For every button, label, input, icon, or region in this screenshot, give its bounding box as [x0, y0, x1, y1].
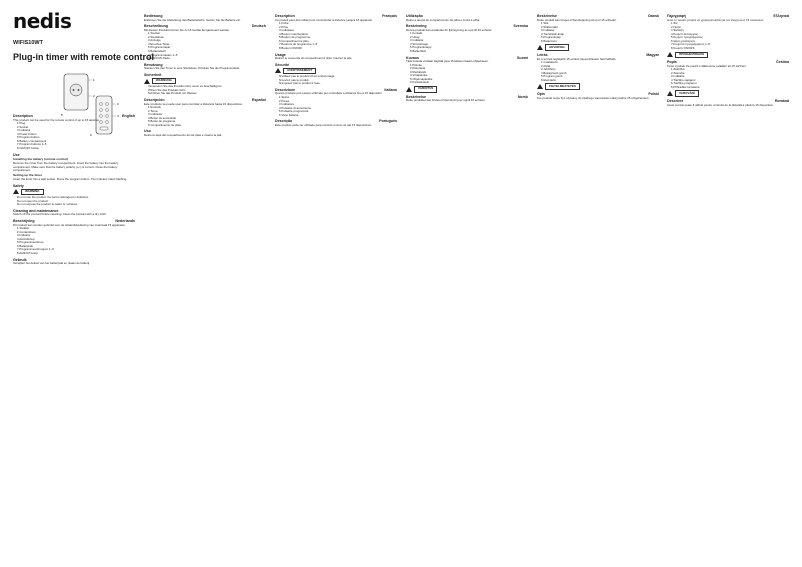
warning-triangle-icon [275, 68, 281, 73]
text-description-da: Dette produkt kan bruges til fjernbetjening af op til 15 enheder. [537, 17, 617, 22]
section-heading-description-ro: Descriere Română [667, 99, 789, 104]
text-description-it: Questo prodotto può essere utilizzato per controllare a distanza fino a 15 dispositivi. [275, 91, 383, 96]
column-1 [13, 112, 135, 560]
text-description-pl: Ten produkt może być używany do zdalnego sterowania maksymalnie 15 urządzeniami. [537, 95, 650, 100]
text-battery-en: Remove the cover from the battery compartment. Insert the battery into the battery compartment. Make sure that the battery polarity (+/-) is correct. Close the battery compartment. [13, 161, 119, 173]
parts-list-da: • 1 Stik • 2 Stikkontakt • 3 Indikator • 4 Tænd/sluk-knap • 5 Programknap • 6 Batterirum [537, 22, 659, 43]
section-heading-description-pt: Descrição Português [275, 119, 397, 124]
parts-list-el: • 1 Φις • 2 Πρίζα • 3 Ένδειξη • 4 Κουμπί λειτουργίας • 5 Κουμπί προγράμματος • 6 Θήκη μπαταριών • 7 Κουμπιά προγράμματος 1–5 • 8 Κουμπί ON/OFF [667, 22, 789, 50]
section-heading-safety-en: Safety [13, 183, 24, 188]
safety-list-de: • Verwenden Sie das Produkt nicht, wenn es beschädigt ist. • Öffnen Sie das Produkt nicht. • Schützen Sie das Produkt vor Wasser. [144, 85, 266, 96]
warning-banner-en: WARNING [13, 189, 135, 196]
text-description-fi: Tätä tuotetta voidaan käyttää jopa 15 laitteen kauko-ohjaukseen. [406, 59, 489, 64]
column-3 [275, 12, 397, 558]
subheading-battery-en: Installing the battery (remote control) [13, 157, 68, 162]
socket-face [70, 84, 82, 96]
safety-list-fr: • N'utilisez pas le produit s'il est endommagé. • N'ouvrez pas le produit. • N'exposez pas le produit à l'eau. [275, 75, 397, 86]
document-title: Plug-in timer with remote control [13, 52, 155, 62]
text-cleaning-en: Switch off the product before cleaning. Clean the product with a dry cloth. [13, 212, 107, 217]
column-4 [406, 12, 528, 558]
parts-list-es: • 1 Enchufe • 2 Toma • 3 Indicador • 4 Botón de encendido • 5 Botón de programa • 6 Compartimento de pilas [144, 106, 266, 127]
callout-6: 6 [90, 133, 92, 137]
section-heading-description-cs: Popis Čeština [667, 60, 789, 65]
text-use-pt: Retire a tampa do compartimento da pilha e insira a pilha. [406, 17, 481, 22]
section-heading-description-da: Beskrivelse Dansk [537, 14, 659, 18]
warning-banner-cs: VAROVÁNÍ [667, 90, 789, 97]
section-heading-use-es: Uso [144, 129, 151, 134]
section-heading-description-no: Beskrivelse Norsk [406, 94, 528, 99]
parts-list-hu: • 1 Csatlakozó • 2 Aljzat • 3 Jelzőfény • 4 Bekapcsoló gomb • 5 Program gomb • 6 Elemtartó [537, 61, 659, 82]
callout-2: 2 [93, 94, 95, 98]
section-heading-use-nl-cont: Bedienung [144, 14, 163, 18]
section-heading-description-el: Περιγραφή Ελληνικά [667, 14, 789, 18]
section-heading-use-en: Use [13, 152, 20, 157]
warning-triangle-icon [406, 87, 412, 92]
warning-banner-fi: VAROITUS [406, 86, 528, 93]
parts-list-cs: • 1 Zástrčka • 2 Zásuvka • 3 Indikátor • 4 Tlačítko napájení • 5 Tlačítko programu • 6 Přihrádka na baterie [667, 68, 789, 89]
text-description-en: This product can be used for the remote control of up to 15 devices. [13, 117, 100, 122]
section-heading-description-de: Beschreibung Deutsch [144, 24, 266, 29]
section-heading-description-it: Descrizione Italiano [275, 87, 397, 92]
section-heading-description-es: Descripción Español [144, 97, 266, 102]
column-6 [667, 12, 789, 558]
text-description-es: Este producto se puede usar para controlar a distancia hasta 15 dispositivos. [144, 101, 243, 106]
section-heading-description-pl: Opis Polski [537, 91, 659, 96]
warning-triangle-icon [537, 84, 543, 89]
section-heading-description-sv: Beskrivning Svenska [406, 24, 528, 29]
warning-banner-fr: AVERTISSEMENT [275, 68, 397, 75]
parts-list-sv: • 1 Kontakt • 2 Uttag • 3 Indikator • 4 Strömknapp • 5 Programknapp • 6 Batterifack [406, 32, 528, 53]
text-use-nl: Verwijder het deksel van het batterijvak en plaats de batterij. [13, 261, 90, 266]
warning-triangle-icon [537, 45, 543, 50]
text-description-nl: Dit product kan worden gebruikt voor de afstandsbediening van maximaal 15 apparaten. [13, 222, 126, 227]
parts-list-nl: • 1 Stekker • 2 Contactdoos • 3 Indicator • 4 Aan/uitknop • 5 Programmeerknop • 6 Batterijvak • 7 Programmeerknoppen 1–5 • 8 AAN/UIT-knop [13, 227, 135, 255]
text-description-sv: Denna produkt kan användas för fjärrstyrning av upp till 15 enheter. [406, 27, 493, 32]
warning-banner-hu: FIGYELMEZTETÉS [537, 83, 659, 90]
text-use-nl-cont: Entfernen Sie die Abdeckung des Batteriefachs. Setzen Sie die Batterie ein. [144, 17, 241, 22]
text-description-pt: Este produto pode ser utilizado para controlo remoto de até 15 dispositivos. [275, 122, 372, 127]
callout-4: 4 [117, 114, 119, 118]
section-heading-use-de: Benutzung [144, 62, 163, 67]
section-heading-description-fr: Description Français [275, 14, 397, 18]
text-description-fr: Ce produit peut être utilisé pour commander à distance jusqu'à 15 appareils. [275, 17, 373, 22]
warning-banner-de: WARNUNG [144, 78, 266, 85]
text-description-no: Dette produktet kan brukes til fjernstyring av opptil 15 enheter. [406, 98, 486, 103]
model-number: WIFIS10WT [13, 40, 43, 46]
section-heading-description-en: Description English [13, 114, 135, 118]
section-heading-description-nl: Beschrijving Nederlands [13, 219, 135, 223]
section-heading-cleaning-en: Cleaning and maintenance [13, 208, 59, 213]
section-heading-description-fi: Kuvaus Suomi [406, 55, 528, 60]
parts-list-en: • 1 Plug • 2 Socket • 3 Indicator • 4 Power button • 5 Program button • 6 Battery compartment • 7 Program buttons 1–5 • 8 ON/OFF button [13, 122, 135, 150]
section-heading-use-nl: Gebruik [13, 257, 27, 262]
warning-triangle-icon [13, 189, 19, 194]
parts-list-it: • 1 Spina • 2 Presa • 3 Indicatore • 4 Pulsante di accensione • 5 Pulsante programma • 6 Vano batteria [275, 96, 397, 117]
safety-list-en: • Do not use the product if a part is damaged or defective. • Do not open the product. • Do not expose the product to water or moisture. [13, 196, 135, 207]
subheading-setup-en: Setting up the timer [13, 173, 43, 178]
warning-triangle-icon [667, 91, 673, 96]
text-description-de: Mit diesem Produkt können bis zu 15 Geräte ferngesteuert werden. [144, 27, 230, 32]
warning-triangle-icon [144, 79, 150, 84]
section-heading-safety-de: Sicherheit [144, 72, 162, 77]
section-heading-description-hu: Leírás Magyar [537, 52, 659, 57]
parts-list-de: • 1 Stecker • 2 Steckdose • 3 Anzeige • 4 Ein-/Aus-Taste • 5 Programmtaste • 6 Batteriefach • 7 Programmtasten 1–5 • 8 EIN/AUS-Taste [144, 32, 266, 60]
text-setup-en: Insert the timer into a wall socket. Press the program button. The indicator starts flashing. [13, 177, 128, 182]
callout-5: 5 [61, 113, 63, 117]
text-use-fr: Retirez le couvercle du compartiment à piles. Insérez la pile. [275, 56, 353, 61]
parts-list-fi: • 1 Pistoke • 2 Pistorasia • 3 Merkkivalo • 4 Virtapainike • 5 Ohjelmapainike • 6 Paristokotelo [406, 64, 528, 85]
callout-3: 3 [117, 102, 119, 106]
text-description-el: Αυτό το προϊόν μπορεί να χρησιμοποιηθεί για τον έλεγχο έως 15 συσκευών. [667, 17, 764, 22]
parts-list-fr: • 1 Fiche • 2 Prise • 3 Indicateur • 4 Bouton marche/arrêt • 5 Bouton de programme • 6 Compartiment à piles • 7 Boutons de programme 1–5 • 8 Bouton ON/OFF [275, 22, 397, 50]
callout-1: 1 [93, 78, 95, 82]
text-use-de: Stecken Sie den Timer in eine Steckdose. Drücken Sie die Programmtaste. [144, 66, 241, 71]
column-5 [537, 12, 659, 558]
section-heading-use-fr: Usage [275, 52, 286, 57]
column-2 [144, 12, 266, 558]
section-heading-use-pt: Utilização [406, 14, 423, 18]
text-use-es: Retire la tapa del compartimento de las pilas e inserte la pila. [144, 133, 223, 137]
text-description-cs: Tento výrobek lze použít k dálkovému ovládání až 15 zařízení. [667, 63, 747, 68]
text-description-ro: Acest produs poate fi utilizat pentru controlul de la distanță a până la 15 dispozitive. [667, 102, 774, 107]
text-description-hu: Ez a termék legfeljebb 15 eszköz távvezérlésére használható. [537, 56, 617, 61]
brand-logo: nedis [13, 9, 72, 33]
section-heading-safety-fr: Sécurité [275, 62, 290, 67]
warning-triangle-icon [667, 52, 673, 57]
warning-banner-el: ΠΡΟΕΙΔΟΠΟΙΗΣΗ [667, 52, 789, 59]
warning-banner-da: ADVARSEL [537, 44, 659, 51]
